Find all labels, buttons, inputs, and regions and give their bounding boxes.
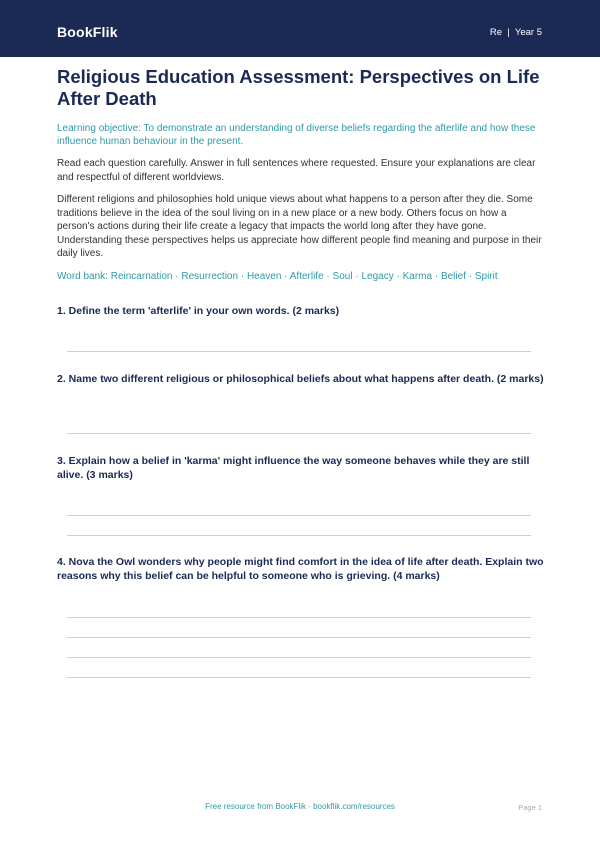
word-bank-item: Karma xyxy=(402,271,433,282)
word-bank-item: Belief xyxy=(440,271,466,282)
word-bank-item: Heaven xyxy=(246,271,282,282)
answer-line[interactable] xyxy=(67,617,531,618)
question-4: 4. Nova the Owl wonders why people might find comfort in the idea of life after death. Explain two reasons why this belief can be helpful to someone who is grieving. (4 marks) xyxy=(57,556,544,582)
word-bank: Word bank: Reincarnation · Resurrection · Heaven · Afterlife · Soul · Legacy · Karma · Belief · Spirit xyxy=(57,271,498,282)
answer-line[interactable] xyxy=(67,677,531,678)
answer-line[interactable] xyxy=(67,657,531,658)
answer-line[interactable] xyxy=(67,433,531,434)
year-label: Year 5 xyxy=(514,27,542,38)
word-bank-label: Word bank: xyxy=(57,271,108,282)
page-number: Page 1 xyxy=(518,803,542,812)
subject-label: Re xyxy=(489,27,503,38)
word-bank-item: Soul xyxy=(332,271,353,282)
page-title: Religious Education Assessment: Perspectives on Life After Death xyxy=(57,66,540,109)
answer-line[interactable] xyxy=(67,637,531,638)
intro-paragraph: Different religions and philosophies hold unique views about what happens to a person after they die. Some traditions believe in the idea of the soul living on in a new place or a new body. Others focus on how a person's actions during their life create a legacy that impacts the world long after they have gone. Understanding these perspectives helps us appreciate how different people find meaning and purpose in their daily lives. xyxy=(57,194,542,259)
footer-credit: Free resource from BookFlik · bookflik.com/resources xyxy=(205,802,395,811)
header-meta xyxy=(490,27,542,39)
word-bank-item: Afterlife xyxy=(289,271,324,282)
word-bank-item: Legacy xyxy=(361,271,394,282)
header-bar xyxy=(0,0,600,57)
word-bank-item: Resurrection xyxy=(181,271,239,282)
word-bank-item: Reincarnation xyxy=(110,271,173,282)
answer-line[interactable] xyxy=(67,351,531,352)
question-2: 2. Name two different religious or philosophical beliefs about what happens after death. (2 marks) xyxy=(57,373,544,385)
learning-objective: Learning objective: To demonstrate an understanding of diverse beliefs regarding the afterlife and how these influence human behaviour in the present. xyxy=(57,123,536,147)
meta-separator: | xyxy=(507,27,510,38)
question-3: 3. Explain how a belief in 'karma' might influence the way someone behaves while they are still alive. (3 marks) xyxy=(57,455,530,481)
answer-line[interactable] xyxy=(67,535,531,536)
answer-line[interactable] xyxy=(67,515,531,516)
question-1: 1. Define the term 'afterlife' in your own words. (2 marks) xyxy=(57,305,340,317)
instructions-text: Read each question carefully. Answer in full sentences where requested. Ensure your explanations are clear and respectful of different worldviews. xyxy=(57,158,536,183)
word-bank-item: Spirit xyxy=(474,271,498,282)
brand-logo-text: BookFlik xyxy=(57,24,118,40)
